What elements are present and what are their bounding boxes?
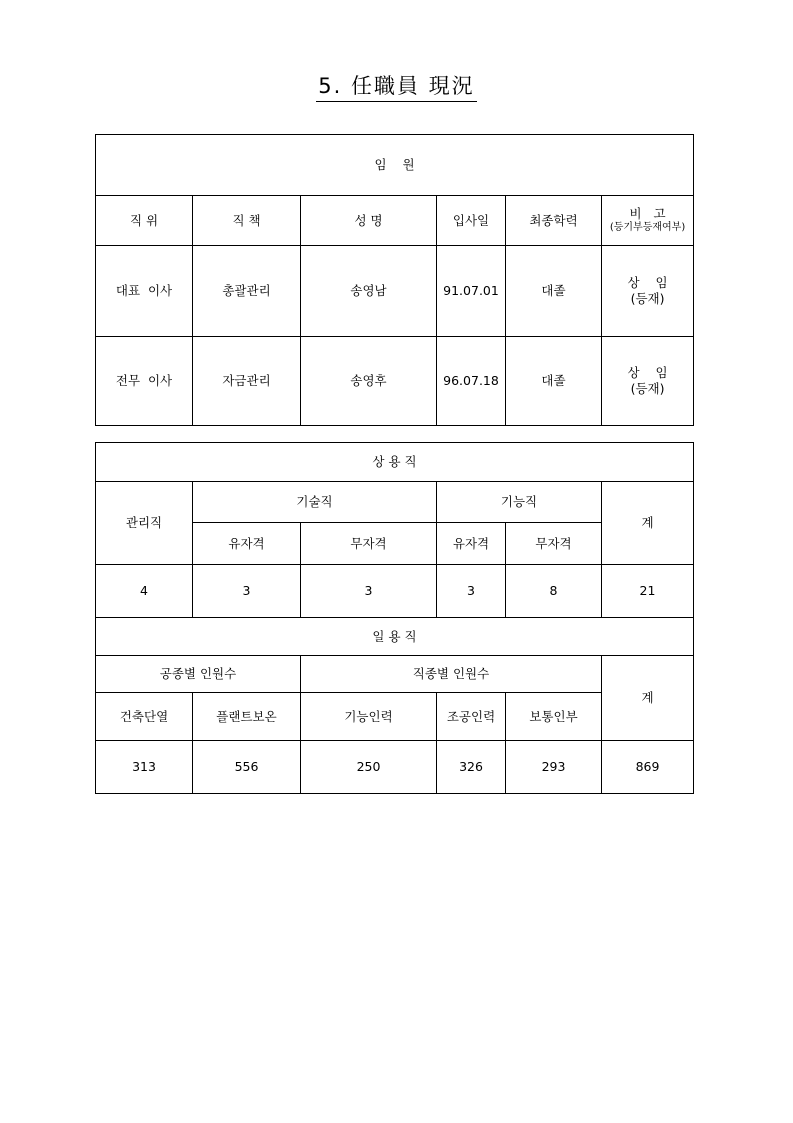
executives-section-label: 임 원: [96, 135, 694, 196]
regular-header-tech-unlicensed: 무자격: [301, 523, 437, 565]
regular-value-management: 4: [96, 565, 193, 618]
header-remark-line2: (등기부등재여부): [609, 222, 686, 234]
cell-position: 전무 이사: [96, 337, 193, 426]
cell-remark-line1: 상 임: [627, 365, 668, 381]
cell-education: 대졸: [506, 246, 602, 337]
regular-header-technical: 기술직: [193, 482, 437, 523]
daily-section-label: 일 용 직: [96, 618, 694, 656]
daily-header-c5: 보통인부: [506, 693, 602, 741]
regular-header-total: 계: [602, 482, 694, 565]
cell-join-date: 96.07.18: [437, 337, 506, 426]
regular-value-total: 21: [602, 565, 694, 618]
daily-value-c3: 250: [301, 741, 437, 794]
document-title-text: 5. 任職員 現況: [316, 70, 476, 102]
regular-header-skill-licensed: 유자격: [437, 523, 506, 565]
regular-header-tech-licensed: 유자격: [193, 523, 301, 565]
header-position: 직 위: [96, 196, 193, 246]
table-row: [96, 246, 694, 337]
header-duty: 직 책: [193, 196, 301, 246]
cell-remark-line2: (등재): [630, 291, 665, 306]
daily-value-total: 869: [602, 741, 694, 794]
regular-header-management: 관리직: [96, 482, 193, 565]
daily-header-c1: 건축단열: [96, 693, 193, 741]
daily-value-c1: 313: [96, 741, 193, 794]
cell-remark: [602, 337, 694, 426]
regular-section-label: 상 용 직: [96, 443, 694, 482]
daily-header-by-job: 직종별 인원수: [301, 656, 602, 693]
document-title: [0, 70, 793, 102]
cell-duty: 총괄관리: [193, 246, 301, 337]
cell-position: 대표 이사: [96, 246, 193, 337]
header-remark: [602, 196, 694, 246]
cell-remark-line1: 상 임: [627, 275, 668, 291]
cell-join-date: 91.07.01: [437, 246, 506, 337]
regular-value-skill-licensed: 3: [437, 565, 506, 618]
cell-education: 대졸: [506, 337, 602, 426]
daily-header-c4: 조공인력: [437, 693, 506, 741]
daily-header-c3: 기능인력: [301, 693, 437, 741]
header-join-date: 입사일: [437, 196, 506, 246]
staff-table: [95, 442, 694, 794]
cell-duty: 자금관리: [193, 337, 301, 426]
regular-header-skill-unlicensed: 무자격: [506, 523, 602, 565]
cell-remark: [602, 246, 694, 337]
daily-value-c4: 326: [437, 741, 506, 794]
cell-name: 송영남: [301, 246, 437, 337]
header-remark-line1: 비 고: [629, 206, 666, 222]
cell-name: 송영후: [301, 337, 437, 426]
regular-header-skilled: 기능직: [437, 482, 602, 523]
table-row: [96, 741, 694, 794]
regular-value-skill-unlicensed: 8: [506, 565, 602, 618]
regular-value-tech-licensed: 3: [193, 565, 301, 618]
table-row: [96, 337, 694, 426]
executives-table: [95, 134, 694, 426]
daily-value-c5: 293: [506, 741, 602, 794]
daily-header-total: 계: [602, 656, 694, 741]
daily-value-c2: 556: [193, 741, 301, 794]
header-education: 최종학력: [506, 196, 602, 246]
cell-remark-line2: (등재): [630, 381, 665, 396]
table-row: [96, 565, 694, 618]
daily-header-c2: 플랜트보온: [193, 693, 301, 741]
regular-value-tech-unlicensed: 3: [301, 565, 437, 618]
daily-header-by-trade: 공종별 인원수: [96, 656, 301, 693]
header-name: 성 명: [301, 196, 437, 246]
